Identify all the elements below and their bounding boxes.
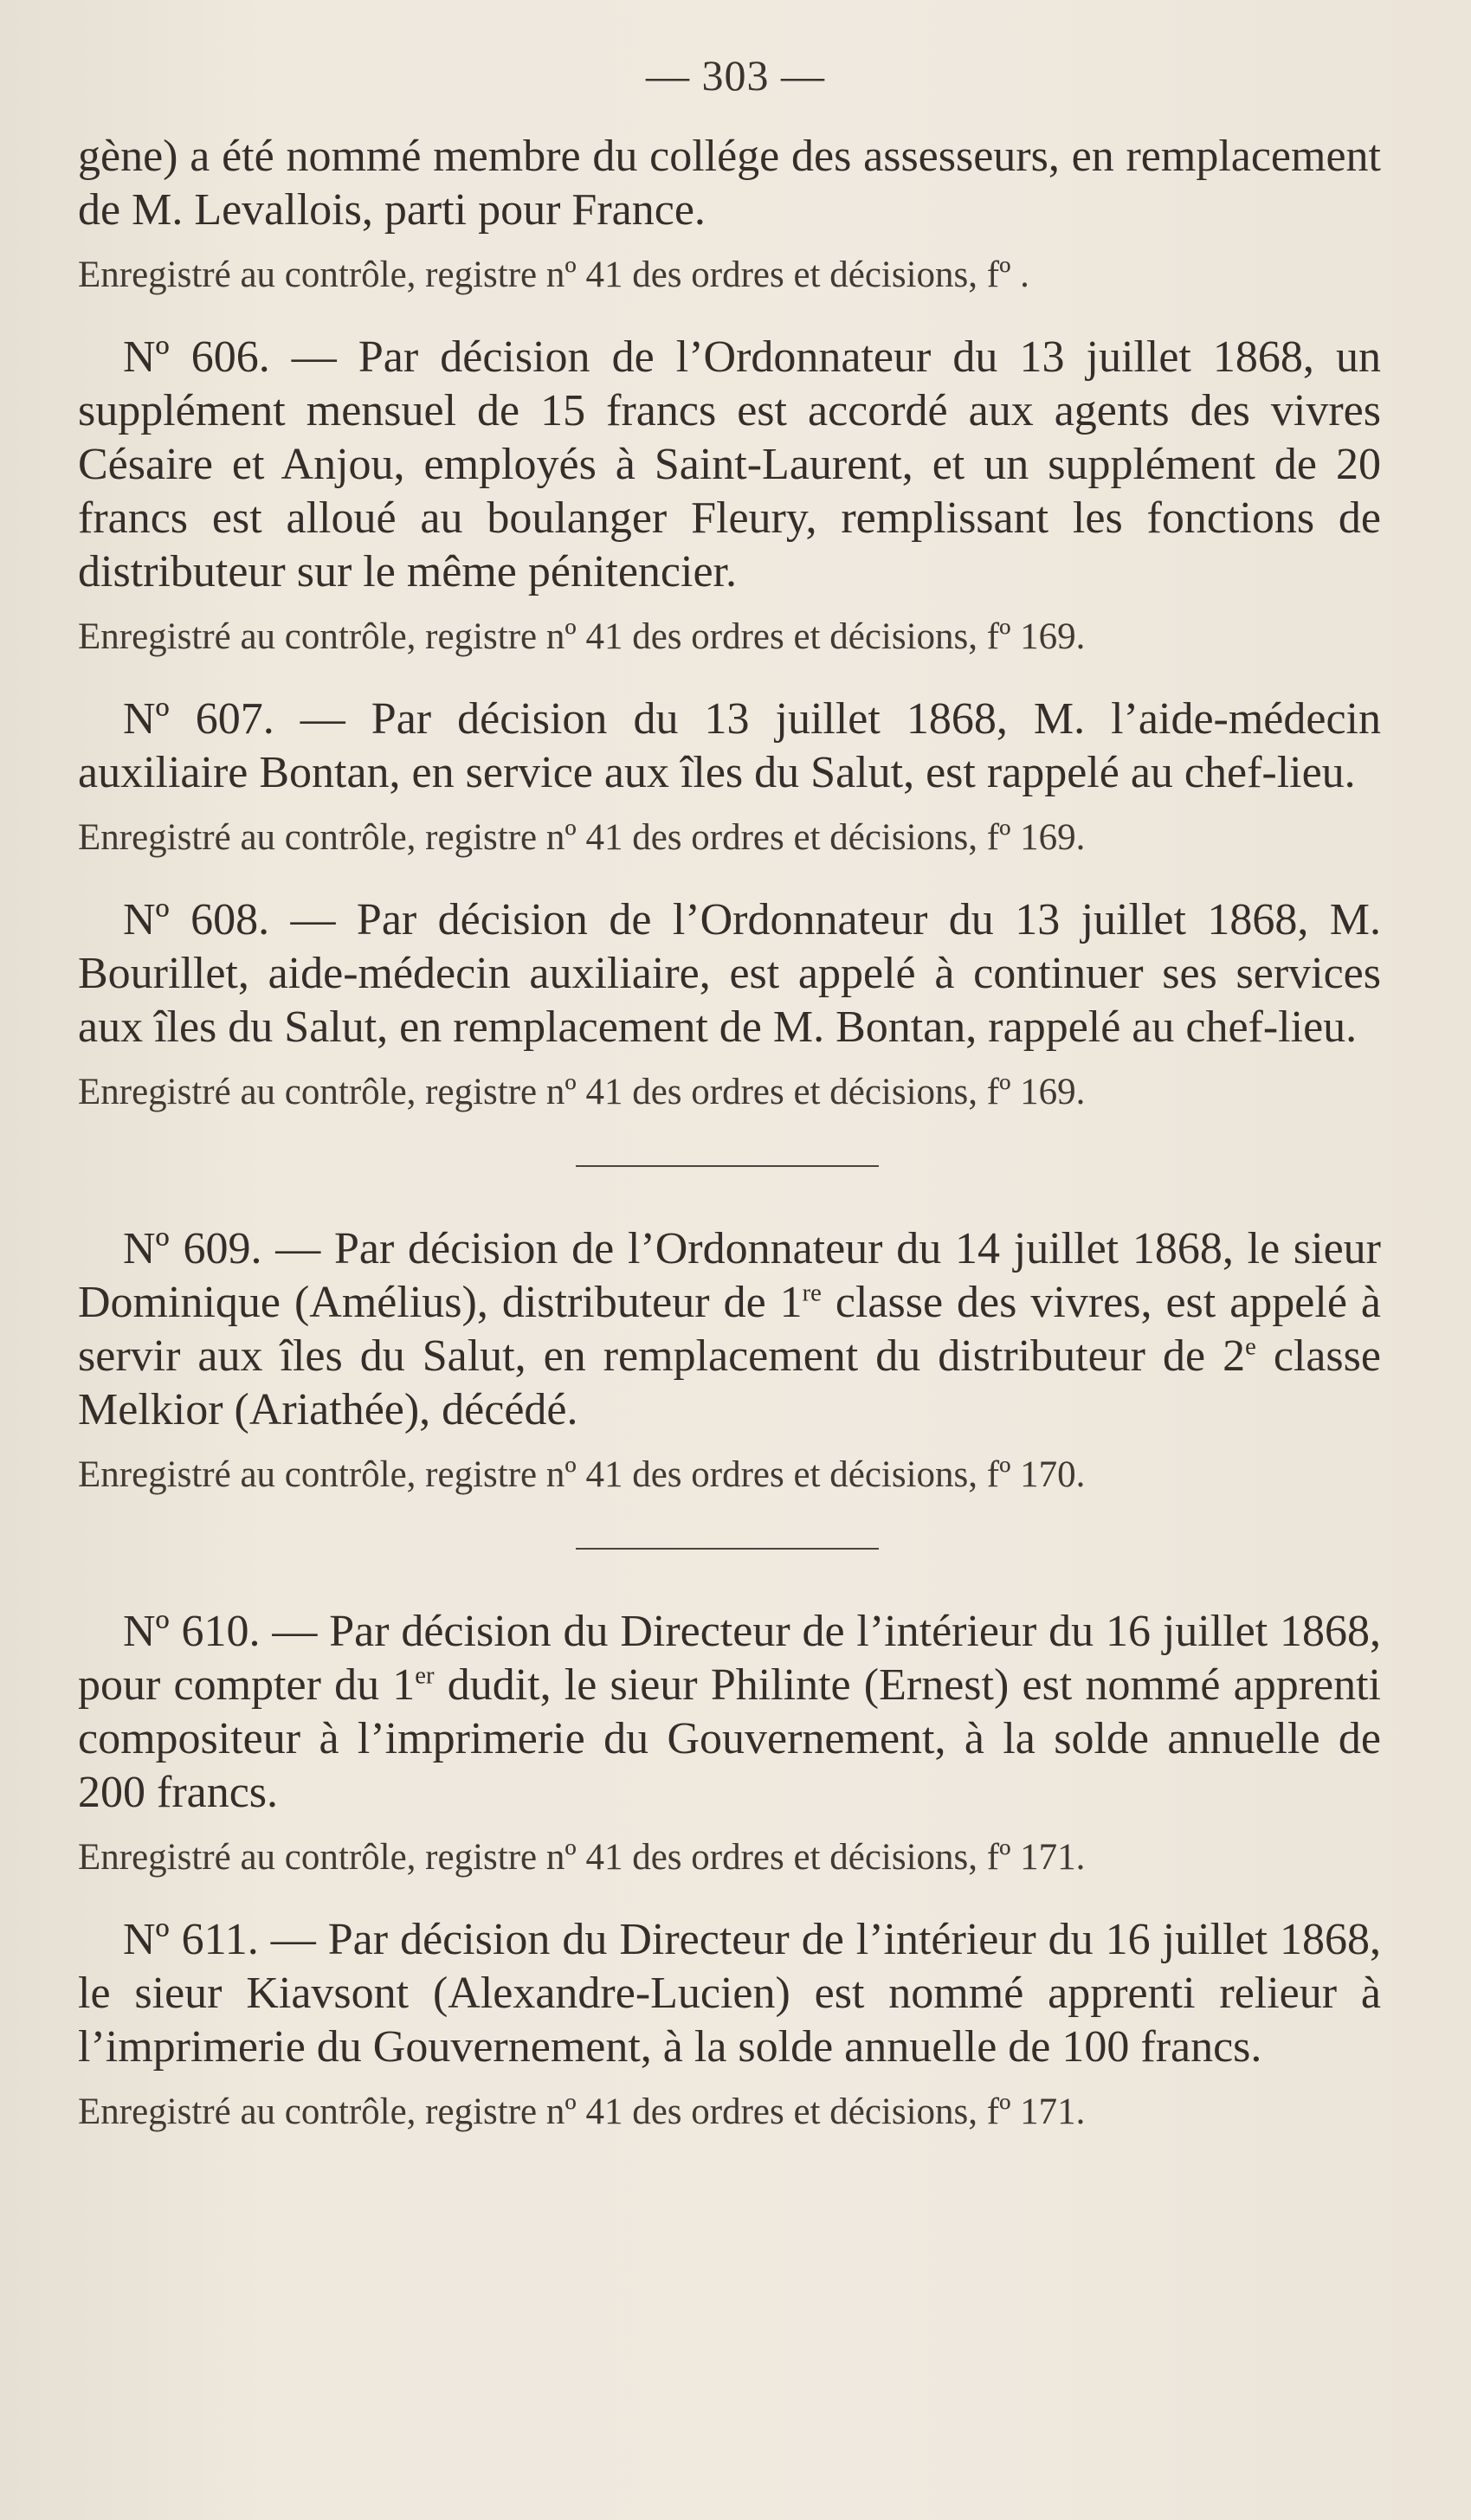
entry-text: gène) a été nommé membre du collége des assesseurs, en remplacement de M. Levallois, parti pour France. [78, 132, 1381, 235]
entry-606 [78, 331, 1381, 660]
ordinal-suffix: e [1245, 1333, 1256, 1361]
entry-611 [78, 1913, 1381, 2135]
entry-text-part: Nº 609. — Par décision de l’Ordonnateur du 14 juillet 1868, le sieur Dominique (Amélius), distributeur de 1 [78, 1224, 1381, 1327]
entry-text: Nº 611. — Par décision du Directeur de l’intérieur du 16 juillet 1868, le sieur Kiavsont (Alexandre-Lucien) est nommé apprenti relieur à l’imprimerie du Gouvernement, à la solde annuelle de 100 francs. [78, 1915, 1381, 2072]
entry-text [78, 1222, 1381, 1437]
registration-note: Enregistré au contrôle, registre nº 41 des ordres et décisions, fº 169. [78, 616, 1086, 657]
registration-note: Enregistré au contrôle, registre nº 41 des ordres et décisions, fº 171. [78, 1837, 1086, 1878]
entry-text-part: Nº 610. — Par décision du Directeur de l’intérieur du 16 juillet 1868, pour compter du 1 [78, 1607, 1381, 1710]
registration-note: Enregistré au contrôle, registre nº 41 des ordres et décisions, fº 171. [78, 2091, 1086, 2132]
section-divider [576, 1165, 879, 1167]
registration-note: Enregistré au contrôle, registre nº 41 des ordres et décisions, fº . [78, 255, 1029, 295]
registration-note: Enregistré au contrôle, registre nº 41 des ordres et décisions, fº 169. [78, 817, 1086, 858]
page-number: — 303 — [646, 51, 825, 100]
entry-text-part: dudit, le sieur Philinte (Ernest) est nommé apprenti compositeur à l’imprimerie du Gouvernement, à la solde annuelle de 200 francs. [78, 1660, 1381, 1817]
ordinal-suffix: re [802, 1279, 822, 1307]
entry-text: Nº 607. — Par décision du 13 juillet 1868, M. l’aide-médecin auxiliaire Bontan, en service aux îles du Salut, est rappelé au chef-lieu. [78, 694, 1381, 797]
entry-text-part: classe des vivres, est appelé à servir aux îles du Salut, en remplacement du distributeur de 2 [78, 1278, 1381, 1381]
entry-607 [78, 693, 1381, 860]
registration-note: Enregistré au contrôle, registre nº 41 des ordres et décisions, fº 169. [78, 1072, 1086, 1112]
registration-note: Enregistré au contrôle, registre nº 41 des ordres et décisions, fº 170. [78, 1454, 1086, 1495]
page-content [78, 130, 1381, 2135]
entry-text-part: classe Melkior (Ariathée), décédé. [78, 1331, 1381, 1434]
entry-text: Nº 606. — Par décision de l’Ordonnateur du 13 juillet 1868, un supplément mensuel de 15 francs est accordé aux agents des vivres Césaire et Anjou, employés à Saint-Laurent, et un supplément de 20 francs est alloué au boulanger Fleury, remplissant les fonctions de distributeur sur le même pénitencier. [78, 332, 1381, 596]
section-divider [576, 1548, 879, 1550]
ordinal-suffix: er [415, 1662, 435, 1690]
entry-608 [78, 893, 1381, 1115]
entry-609 [78, 1222, 1381, 1498]
entry-continuation [78, 130, 1381, 298]
entry-text: Nº 608. — Par décision de l’Ordonnateur du 13 juillet 1868, M. Bourillet, aide-médecin auxiliaire, est appelé à continuer ses services aux îles du Salut, en remplacement de M. Bontan, rappelé au chef-lieu. [78, 895, 1381, 1052]
entry-610 [78, 1605, 1381, 1880]
entry-text [78, 1605, 1381, 1820]
